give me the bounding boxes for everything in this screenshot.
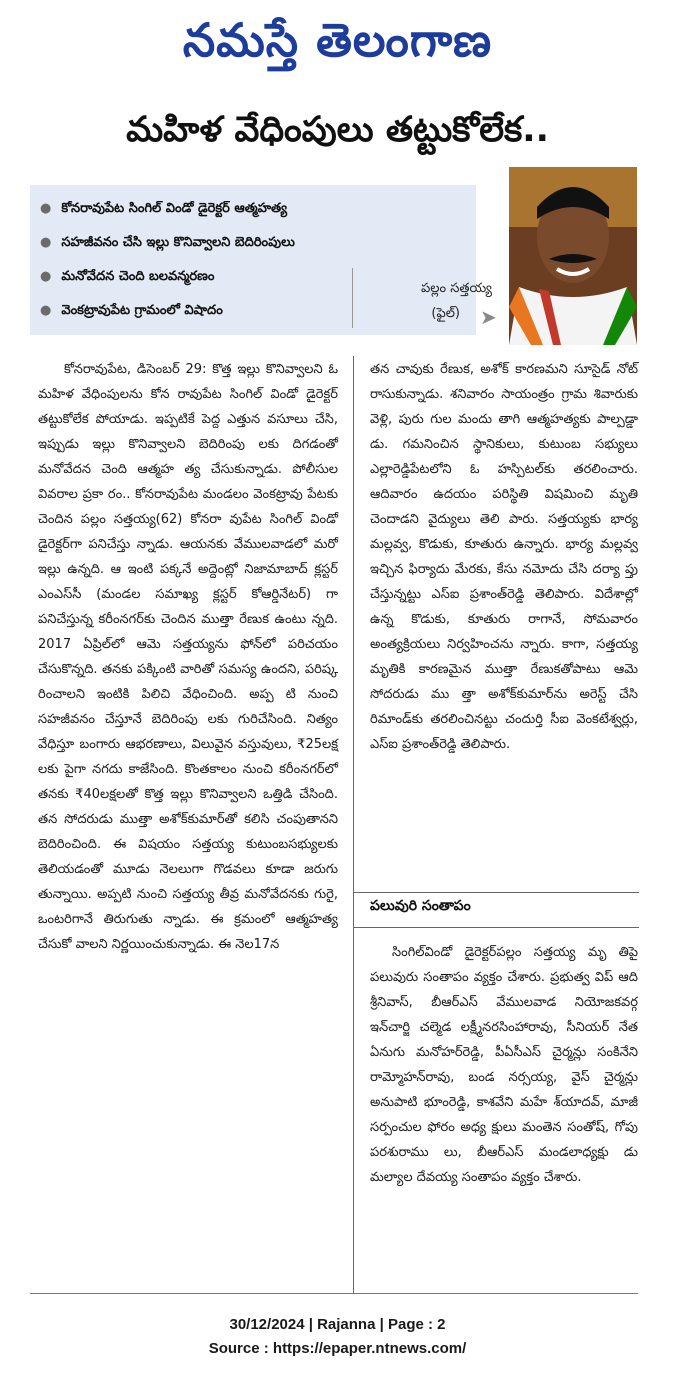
section-subheading: పలువురి సంతాపం <box>370 898 471 914</box>
article-column-1 <box>38 357 338 957</box>
section-rule-bottom <box>353 927 639 928</box>
masthead-title: నమస్తే తెలంగాణ <box>182 13 493 67</box>
footer-date-edition: 30/12/2024 | Rajanna | Page : 2 <box>229 1316 446 1333</box>
photo-caption-name: పల్లం సత్తయ్య <box>421 281 492 296</box>
condolence-column <box>370 940 638 1190</box>
highlight-item <box>40 201 470 219</box>
arrow-right-icon: ➤ <box>480 305 497 329</box>
footer-rule <box>30 1293 638 1294</box>
bullet-icon: ● <box>40 235 52 250</box>
bullet-icon: ● <box>40 269 52 284</box>
article-column-2 <box>370 357 638 757</box>
highlight-text: వెంకట్రావుపేట గ్రామంలో విషాదం <box>61 303 223 318</box>
highlight-text: మనోవేదన చెంది బలవన్మరణం <box>61 269 215 284</box>
portrait-photo <box>509 167 637 345</box>
headline: మహిళ వేధింపులు తట్టుకోలేక.. <box>126 110 549 150</box>
highlight-text: కోనరావుపేట సింగిల్ విండో డైరెక్టర్ ఆత్మహత్య <box>61 201 288 216</box>
bullet-icon: ● <box>40 201 52 216</box>
highlight-item <box>40 235 470 253</box>
highlight-text: సహజీవనం చేసి ఇల్లు కొనివ్వాలని బెదిరింపులు <box>61 235 295 250</box>
bullet-icon: ● <box>40 303 52 318</box>
article-paragraph: తన చావుకు రేణుక, అశోక్ కారణమని సూసైడ్ నోట్ రాసుకున్నాడు. శనివారం సాయంత్రం గ్రామ శివారుకు వెళ్లి, పురు గుల మందు తాగి ఆత్మహత్యకు పాల్పడ్డా డు. గమనించిన స్థానికులు, కుటుంబ సభ్యులు ఎల్లారెడ్డిపేటలోని ఓ హస్పిటల్‌కు తరలించారు. ఆదివారం ఉదయం పరిస్థితి విషమించి మృతి చెందాడని వైద్యులు తెలి పారు. సత్తయ్యకు భార్య మల్లవ్వ, కొడుకు, కూతురు ఉన్నారు. భార్య మల్లవ్వ ఇచ్చిన ఫిర్యాదు మేరకు, కేసు నమోదు చేసి దర్యా ప్తు చేస్తున్నట్టు ఎస్ఐ ప్రశాంత్‌రెడ్డి తెలిపారు. విదేశాల్లో ఉన్న కొడుకు, కూతురు రాగానే, సోమవారం అంత్యక్రియలు నిర్వహించను న్నారు. కాగా, సత్తయ్య మృతికి కారణమైన ముత్తా రేణుకతోపాటు ఆమె సోదరుడు ము త్తా అశోక్‌కుమార్‌ను అరెస్ట్ చేసి రిమాండ్‌కు తరలించినట్టు చందుర్తి సీఐ వెంకటేశ్వర్లు, ఎస్ఐ ప్రశాంత్‌రెడ్డి తెలిపారు. <box>370 362 638 752</box>
caption-divider <box>352 268 353 328</box>
article-paragraph: కోనరావుపేట, డిసెంబర్ 29: కొత్త ఇల్లు కొనివ్వాలని ఓ మహిళ వేధింపులను కోన రావుపేట సింగిల్ విండో డైరెక్టర్ తట్టుకోలేక పోయాడు. ఇప్పటికే పెద్ద ఎత్తున వసూలు చేసి, ఇప్పుడు ఇల్లు కొనివ్వాలని బెదిరింపు లకు దిగడంతో మనోవేదన చెంది ఆత్మహ త్య చేసుకున్నాడు. పోలీసుల వివరాల ప్రకా రం.. కోనరావుపేట మండలం వెంకట్రావు పేటకు చెందిన పల్లం సత్తయ్య(62) కోనరా వుపేట సింగిల్ విండో డైరెక్టర్‌గా పనిచేస్తు న్నాడు. ఆయనకు వేములవాడలో మరో ఇల్లు ఉన్నది. ఆ ఇంటి పక్కనే అద్దెంట్లో నిజామాబాద్ క్లస్టర్ ఎంఎస్‌సీ (మండల సమాఖ్య క్లస్టర్ కోఆర్డినేటర్) గా పనిచేస్తున్న కరీంనగర్‌కు చెందిన ముత్తా రేణుక ఉంటు న్నది. 2017 ఏప్రిల్‌లో ఆమె సత్తయ్యను ఫోన్‌లో పరిచయం చేసుకొన్నది. తనకు పక్కింటి వారితో సమస్య ఉందని, పరిష్క రించాలని ఇంటికి పిలిచి వేధించింది. అప్ప టి నుంచి సహజీవనం చేస్తూనే బెదిరింపు లకు గురిచేసింది. నిత్యం వేధిస్తూ బంగారు ఆభరణాలు, విలువైన వస్తువులు, ₹25లక్ష లకు పైగా నగదు కాజేసింది. కొంతకాలం నుంచి కరీంనగర్‌లో తనకు ₹40లక్షలతో కొత్త ఇల్లు కొనివ్వాలని ఒత్తిడి చేసింది. తన సోదరుడు ముత్తా అశోక్‌కుమార్‌తో కలిసి చంపుతానని బెదిరించింది. ఈ విషయం సత్తయ్య కుటుంబసభ్యులకు తెలియడంతో మూడు నెలలుగా గొడవలు కూడా జరుగు తున్నాయి. అప్పటి నుంచి సత్తయ్య తీవ్ర మనోవేదనకు గురై, ఒంటరిగానే తిరుగుతు న్నాడు. ఈ క్రమంలో ఆత్మహత్య చేసుకో వాలని నిర్ణయించుకున్నాడు. ఈ నెల17న <box>38 362 338 952</box>
footer-source: Source : https://epaper.ntnews.com/ <box>208 1340 467 1357</box>
section-rule-top <box>353 892 639 893</box>
photo-caption-note: (ఫైల్) <box>431 306 460 321</box>
portrait-illustration <box>509 167 637 345</box>
column-divider <box>353 356 354 1294</box>
article-paragraph: సింగిల్‌విండో డైరెక్టర్‌పల్లం సత్తయ్య మృ తిపై పలువురు సంతాపం వ్యక్తం చేశారు. ప్రభుత్వ విప్ ఆది శ్రీనివాస్, బీఆర్ఎస్ వేములవాడ నియోజకవర్గ ఇన్‌చార్జి చల్మెడ లక్ష్మీనరసింహారావు, సీనియర్ నేత ఏనుగు మనోహర్‌రెడ్డి, పీఏసీఎస్ చైర్మన్లు సంకినేని రామ్మోహన్‌రావు, బండ నర్సయ్య, వైస్ చైర్మన్లు అనుపాటి భూంరెడ్డి, కాశవేని మహే శ్‌యాదవ్, మాజీ సర్పంచుల ఫోరం అధ్య క్షులు మంతెన సంతోష్, గోపు పరశురాము లు, బీఆర్ఎస్ మండలాధ్యక్షు డు మల్యాల దేవయ్య సంతాపం వ్యక్తం చేశారు. <box>370 945 638 1185</box>
